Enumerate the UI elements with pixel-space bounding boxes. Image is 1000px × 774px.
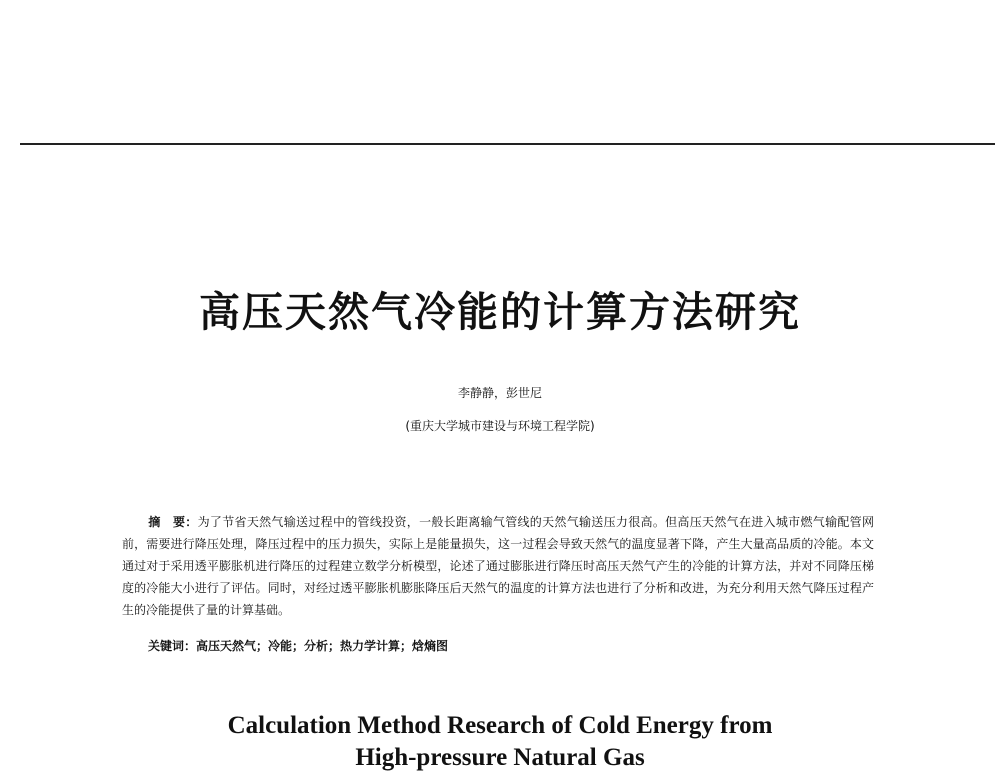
abstract <box>122 511 874 621</box>
paper-title-en-line2: High-pressure Natural Gas <box>355 744 645 771</box>
affiliation: (重庆大学城市建设与环境工程学院) <box>405 419 595 433</box>
keywords-label: 关键词： <box>148 639 197 653</box>
paper-title-en <box>0 710 1000 774</box>
header-rule <box>20 143 995 145</box>
keywords <box>148 637 448 655</box>
abstract-text: 为了节省天然气输送过程中的管线投资，一般长距离输气管线的天然气输送压力很高。但高压天然气在进入城市燃气输配管网前，需要进行降压处理，降压过程中的压力损失，实际上是能量损失，这一过程会导致天然气的温度显著下降，产生大量高品质的冷能。本文通过对于采用透平膨胀机进行降压的过程建立数学分析模型，论述了通过膨胀进行降压时高压天然气产生的冷能的计算方法，并对不同降压梯度的冷能大小进行了评估。同时，对经过透平膨胀机膨胀降压后天然气的温度的计算方法也进行了分析和改进，为充分利用天然气降压过程产生的冷能提供了量的计算基础。 <box>122 515 874 617</box>
abstract-label: 摘 要： <box>148 515 198 529</box>
keywords-text: 高压天然气；冷能；分析；热力学计算；焓熵图 <box>196 639 449 653</box>
authors: 李静静，彭世尼 <box>457 386 542 400</box>
paper-title-cn: 高压天然气冷能的计算方法研究 <box>199 288 801 336</box>
paper-title-en-line1: Calculation Method Research of Cold Energy from <box>227 712 773 739</box>
